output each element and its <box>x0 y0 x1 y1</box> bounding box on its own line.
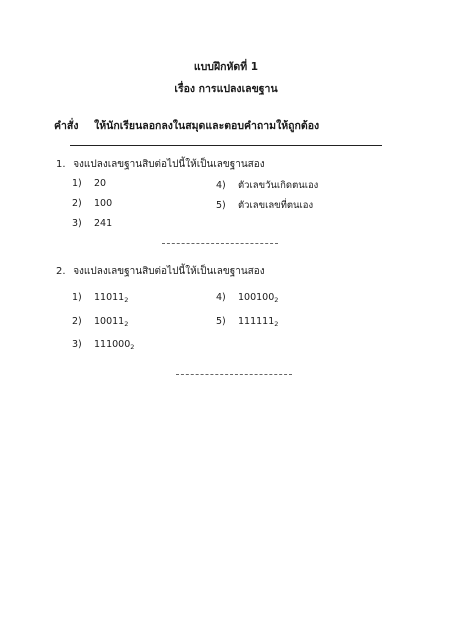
q1-item-2-value: 100 <box>94 198 113 209</box>
q2-item-2 <box>72 316 128 328</box>
q1-item-4-value: ตัวเลขวันเกิดตนเอง <box>238 180 319 191</box>
question-1 <box>56 157 265 172</box>
q1-item-4-number: 4) <box>216 180 226 191</box>
instruction <box>54 117 319 134</box>
q2-item-5-number: 5) <box>216 316 226 327</box>
q2-item-2-number: 2) <box>72 316 82 327</box>
question-1-text: จงแปลงเลขฐานสิบต่อไปนี้ให้เป็นเลขฐานสอง <box>73 159 265 170</box>
q2-item-3-value: 111000 <box>94 339 131 350</box>
question-2 <box>56 264 265 279</box>
q2-item-5 <box>216 316 278 328</box>
q2-item-3-base: 2 <box>130 343 135 351</box>
q2-item-1-base: 2 <box>124 296 129 304</box>
q1-item-4 <box>216 178 318 193</box>
q1-item-1 <box>72 178 106 189</box>
q2-item-1 <box>72 292 128 304</box>
question-2-text: จงแปลงเลขฐานสิบต่อไปนี้ให้เป็นเลขฐานสอง <box>73 266 265 277</box>
q2-item-1-number: 1) <box>72 292 82 303</box>
q1-item-3-value: 241 <box>94 218 113 229</box>
q1-item-5-value: ตัวเลขเลขที่ตนเอง <box>238 200 314 211</box>
q2-item-4-base: 2 <box>274 296 279 304</box>
section-divider-2 <box>176 374 292 375</box>
q2-item-5-value: 111111 <box>238 316 275 327</box>
q2-item-3-number: 3) <box>72 339 82 350</box>
q1-item-3 <box>72 218 112 229</box>
q1-item-3-number: 3) <box>72 218 82 229</box>
q2-item-2-value: 10011 <box>94 316 125 327</box>
q1-item-5-number: 5) <box>216 200 226 211</box>
instruction-underline <box>70 145 382 146</box>
q2-item-1-value: 11011 <box>94 292 125 303</box>
q1-item-5 <box>216 198 313 213</box>
q2-item-3 <box>72 339 134 351</box>
instruction-text: ให้นักเรียนลอกลงในสมุดและตอบคำถามให้ถูกต้อง <box>94 120 320 132</box>
q1-item-1-number: 1) <box>72 178 82 189</box>
q1-item-2-number: 2) <box>72 198 82 209</box>
q2-item-4 <box>216 292 278 304</box>
q1-item-2 <box>72 198 112 209</box>
q2-item-2-base: 2 <box>124 320 129 328</box>
question-1-number: 1. <box>56 159 66 170</box>
worksheet-title: แบบฝึกหัดที่ 1 <box>193 61 259 73</box>
question-2-number: 2. <box>56 266 66 277</box>
q2-item-5-base: 2 <box>274 320 279 328</box>
q2-item-4-number: 4) <box>216 292 226 303</box>
q2-item-4-value: 100100 <box>238 292 275 303</box>
q1-item-1-value: 20 <box>94 178 107 189</box>
section-divider-1 <box>162 243 278 244</box>
worksheet-subtitle: เรื่อง การแปลงเลขฐาน <box>174 83 278 95</box>
instruction-label: คำสั่ง <box>54 120 79 132</box>
